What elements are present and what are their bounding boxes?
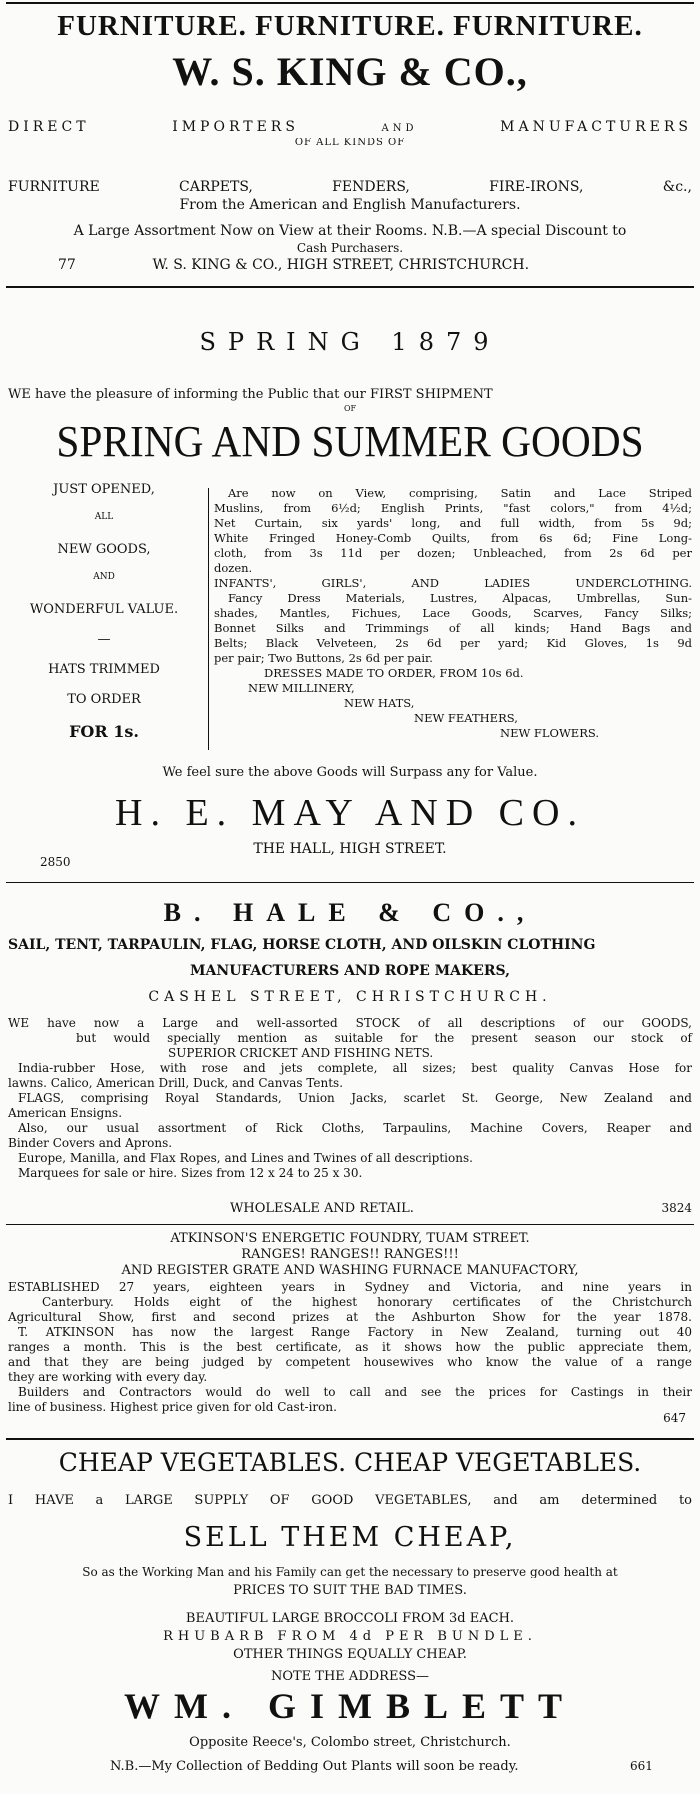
hale-body xyxy=(8,1016,692,1181)
left-all: ALL xyxy=(94,512,114,522)
right-line: cloth, from 3s 11d per dozen; Unbleached, from 2s 6d per xyxy=(214,546,692,560)
right-line: INFANTS', GIRLS', AND LADIES UNDERCLOTHING. xyxy=(214,576,692,590)
hale-line1: SAIL, TENT, TARPAULIN, FLAG, HORSE CLOTH, AND OILSKIN CLOTHING xyxy=(8,938,596,952)
may-surpass: We feel sure the above Goods will Surpass any for Value. xyxy=(162,766,538,779)
gimblett-line1: So as the Working Man and his Family can get the necessary to preserve good health at xyxy=(82,1566,618,1578)
may-right-column xyxy=(214,486,692,741)
king-of-all-kinds: OF ALL KINDS OF xyxy=(294,138,406,148)
right-dresses: DRESSES MADE TO ORDER, FROM 10s 6d. xyxy=(264,666,524,680)
right-line: Fancy Dress Materials, Lustres, Alpacas, Umbrellas, Sun- xyxy=(228,591,692,605)
rule-4 xyxy=(6,1438,694,1440)
right-new-millinery: NEW MILLINERY, xyxy=(248,681,355,695)
right-line: Muslins, from 6½d; English Prints, "fast colors," from 4½d; xyxy=(214,501,692,515)
right-new-flowers: NEW FLOWERS. xyxy=(500,726,599,740)
gimblett-note-address: NOTE THE ADDRESS— xyxy=(270,1670,430,1683)
right-new-feathers: NEW FEATHERS, xyxy=(414,711,518,725)
left-for-1s: FOR 1s. xyxy=(69,722,139,741)
gimblett-other-things: OTHER THINGS EQUALLY CHEAP. xyxy=(233,1648,467,1661)
king-cash-purchasers: Cash Purchasers. xyxy=(296,242,404,254)
king-from-american: From the American and English Manufacturers. xyxy=(179,198,521,212)
hale-line2: MANUFACTURERS AND ROPE MAKERS, xyxy=(190,964,510,978)
word-furniture: FURNITURE xyxy=(8,179,100,194)
atkinson-body-line: they are working with every day. xyxy=(8,1370,208,1384)
left-new-goods: NEW GOODS, xyxy=(57,542,151,557)
hale-body-line: FLAGS, comprising Royal Standards, Union Jacks, scarlet St. George, New Zealand and xyxy=(18,1091,692,1105)
king-line-direct xyxy=(8,100,692,134)
hale-wholesale: WHOLESALE AND RETAIL. xyxy=(230,1202,414,1215)
atkinson-line2: RANGES! RANGES!! RANGES!!! xyxy=(241,1248,459,1261)
atkinson-body-line: and that they are being judged by competent housewives who know the value of a range xyxy=(8,1355,692,1369)
atkinson-line1: ATKINSON'S ENERGETIC FOUNDRY, TUAM STREET. xyxy=(170,1232,530,1245)
hale-body-line: Also, our usual assortment of Rick Cloths, Tarpaulins, Machine Covers, Reaper and xyxy=(18,1121,692,1135)
spring-summer-goods: SPRING AND SUMMER GOODS xyxy=(56,420,644,464)
gimblett-address: Opposite Reece's, Colombo street, Christchurch. xyxy=(189,1736,511,1749)
brace xyxy=(208,488,209,750)
gimblett-intro: I HAVE a LARGE SUPPLY OF GOOD VEGETABLES, and am determined to xyxy=(8,1494,692,1507)
king-company-name: W. S. KING & CO., xyxy=(172,52,528,92)
may-intro: WE have the pleasure of informing the Public that our FIRST SHIPMENT xyxy=(8,388,493,401)
word-importers: IMPORTERS xyxy=(172,119,299,134)
hale-line3: CASHEL STREET, CHRISTCHURCH. xyxy=(148,990,552,1004)
atkinson-body-line: ESTABLISHED 27 years, eighteen years in Sydney and Victoria, and nine years in xyxy=(8,1280,692,1294)
king-large-assortment: A Large Assortment Now on View at their Rooms. N.B.—A special Discount to xyxy=(73,224,627,238)
right-line: Net Curtain, six yards' long, and full width, from 5s 9d; xyxy=(214,516,692,530)
hale-body-line: Marquees for sale or hire. Sizes from 12 x 24 to 25 x 30. xyxy=(18,1166,363,1180)
hale-body-line: WE have now a Large and well-assorted STOCK of all descriptions of our GOODS, xyxy=(8,1016,692,1030)
top-rule xyxy=(6,2,694,4)
hale-body-line: India-rubber Hose, with rose and jets complete, all sizes; best quality Canvas Hose for xyxy=(18,1061,692,1075)
gimblett-broccoli: BEAUTIFUL LARGE BROCCOLI FROM 3d EACH. xyxy=(185,1612,515,1625)
word-fenders: FENDERS, xyxy=(332,179,410,194)
spring-1879-heading: SPRING 1879 xyxy=(199,330,501,354)
right-line: dozen. xyxy=(214,561,253,575)
gimblett-name: WM. GIMBLETT xyxy=(123,1688,577,1724)
gimblett-line2: PRICES TO SUIT THE BAD TIMES. xyxy=(233,1584,467,1597)
king-address: W. S. KING & CO., HIGH STREET, CHRISTCHURCH. xyxy=(152,258,530,272)
atkinson-ad-number: 647 xyxy=(663,1412,686,1424)
furniture-header: FURNITURE. FURNITURE. FURNITURE. xyxy=(57,12,643,41)
hale-body-line: but would specially mention as suitable for the present season our stock of xyxy=(76,1031,692,1045)
hale-ad-number: 3824 xyxy=(661,1202,692,1214)
word-fire-irons: FIRE-IRONS, xyxy=(489,179,584,194)
atkinson-line3: AND REGISTER GRATE AND WASHING FURNACE MANUFACTORY, xyxy=(121,1264,579,1277)
hale-body-line: lawns. Calico, American Drill, Duck, and Canvas Tents. xyxy=(8,1076,344,1090)
right-line: shades, Mantles, Fichues, Lace Goods, Scarves, Fancy Silks; xyxy=(214,606,692,620)
left-wonderful-value: WONDERFUL VALUE. xyxy=(29,602,179,617)
gimblett-rhubarb: RHUBARB FROM 4d PER BUNDLE. xyxy=(163,1630,537,1643)
king-line-furniture xyxy=(8,160,692,194)
left-dash: — xyxy=(97,632,111,647)
atkinson-body xyxy=(8,1280,692,1415)
atkinson-body-line: Agricultural Show, first and second prizes at the Ashburton Show for the year 1878. xyxy=(8,1310,692,1324)
hale-company: B. HALE & CO., xyxy=(163,900,537,926)
rule-1 xyxy=(6,286,694,288)
atkinson-body-line: T. ATKINSON has now the largest Range Factory in New Zealand, turning out 40 xyxy=(18,1325,692,1339)
word-carpets: CARPETS, xyxy=(179,179,253,194)
right-line: Are now on View, comprising, Satin and Lace Striped xyxy=(228,486,692,500)
king-ad-number: 77 xyxy=(58,258,76,272)
word-manufacturers: MANUFACTURERS xyxy=(500,119,692,134)
word-etc: &c., xyxy=(662,179,692,194)
sell-them-cheap: SELL THEM CHEAP, xyxy=(183,1524,517,1551)
right-new-hats: NEW HATS, xyxy=(344,696,415,710)
left-and: AND xyxy=(93,572,115,582)
rule-3 xyxy=(6,1224,694,1225)
left-hats-trimmed: HATS TRIMMED xyxy=(48,662,160,677)
may-ad-number: 2850 xyxy=(40,856,71,868)
may-left-column xyxy=(4,482,204,752)
right-line: per pair; Two Buttons, 2s 6d per pair. xyxy=(214,651,433,665)
atkinson-body-line: Builders and Contractors would do well to call and see the prices for Castings in their xyxy=(18,1385,692,1399)
hale-body-line: Europe, Manilla, and Flax Ropes, and Lines and Twines of all descriptions. xyxy=(18,1151,473,1165)
king-address-line xyxy=(8,258,692,272)
may-company: H. E. MAY AND CO. xyxy=(115,794,585,832)
gimblett-ad-number: 661 xyxy=(630,1760,653,1772)
gimblett-nb: N.B.—My Collection of Bedding Out Plants will soon be ready. xyxy=(110,1760,519,1773)
hale-body-line: American Ensigns. xyxy=(8,1106,123,1120)
rule-2 xyxy=(6,882,694,883)
atkinson-body-line: Canterbury. Holds eight of the highest honorary certificates of the Christchurch xyxy=(42,1295,692,1309)
atkinson-body-line: line of business. Highest price given for old Cast-iron. xyxy=(8,1400,337,1414)
right-line: Belts; Black Velveteen, 2s 6d per yard; Kid Gloves, 1s 9d xyxy=(214,636,692,650)
hale-body-line: SUPERIOR CRICKET AND FISHING NETS. xyxy=(168,1046,434,1060)
atkinson-body-line: ranges a month. This is the best certificate, as it shows how the public appreciate them, xyxy=(8,1340,692,1354)
right-line: White Fringed Honey-Comb Quilts, from 6s 6d; Fine Long- xyxy=(214,531,692,545)
hale-body-line: Binder Covers and Aprons. xyxy=(8,1136,173,1150)
cheap-vegetables-header: CHEAP VEGETABLES. CHEAP VEGETABLES. xyxy=(58,1450,642,1475)
may-of: OF xyxy=(343,405,357,413)
right-line: Bonnet Silks and Trimmings of all kinds; Hand Bags and xyxy=(214,621,692,635)
word-direct: DIRECT xyxy=(8,119,90,134)
word-and: AND xyxy=(381,123,418,134)
left-just-opened: JUST OPENED, xyxy=(53,482,155,497)
may-address: THE HALL, HIGH STREET. xyxy=(253,842,447,856)
left-to-order: TO ORDER xyxy=(67,692,141,707)
